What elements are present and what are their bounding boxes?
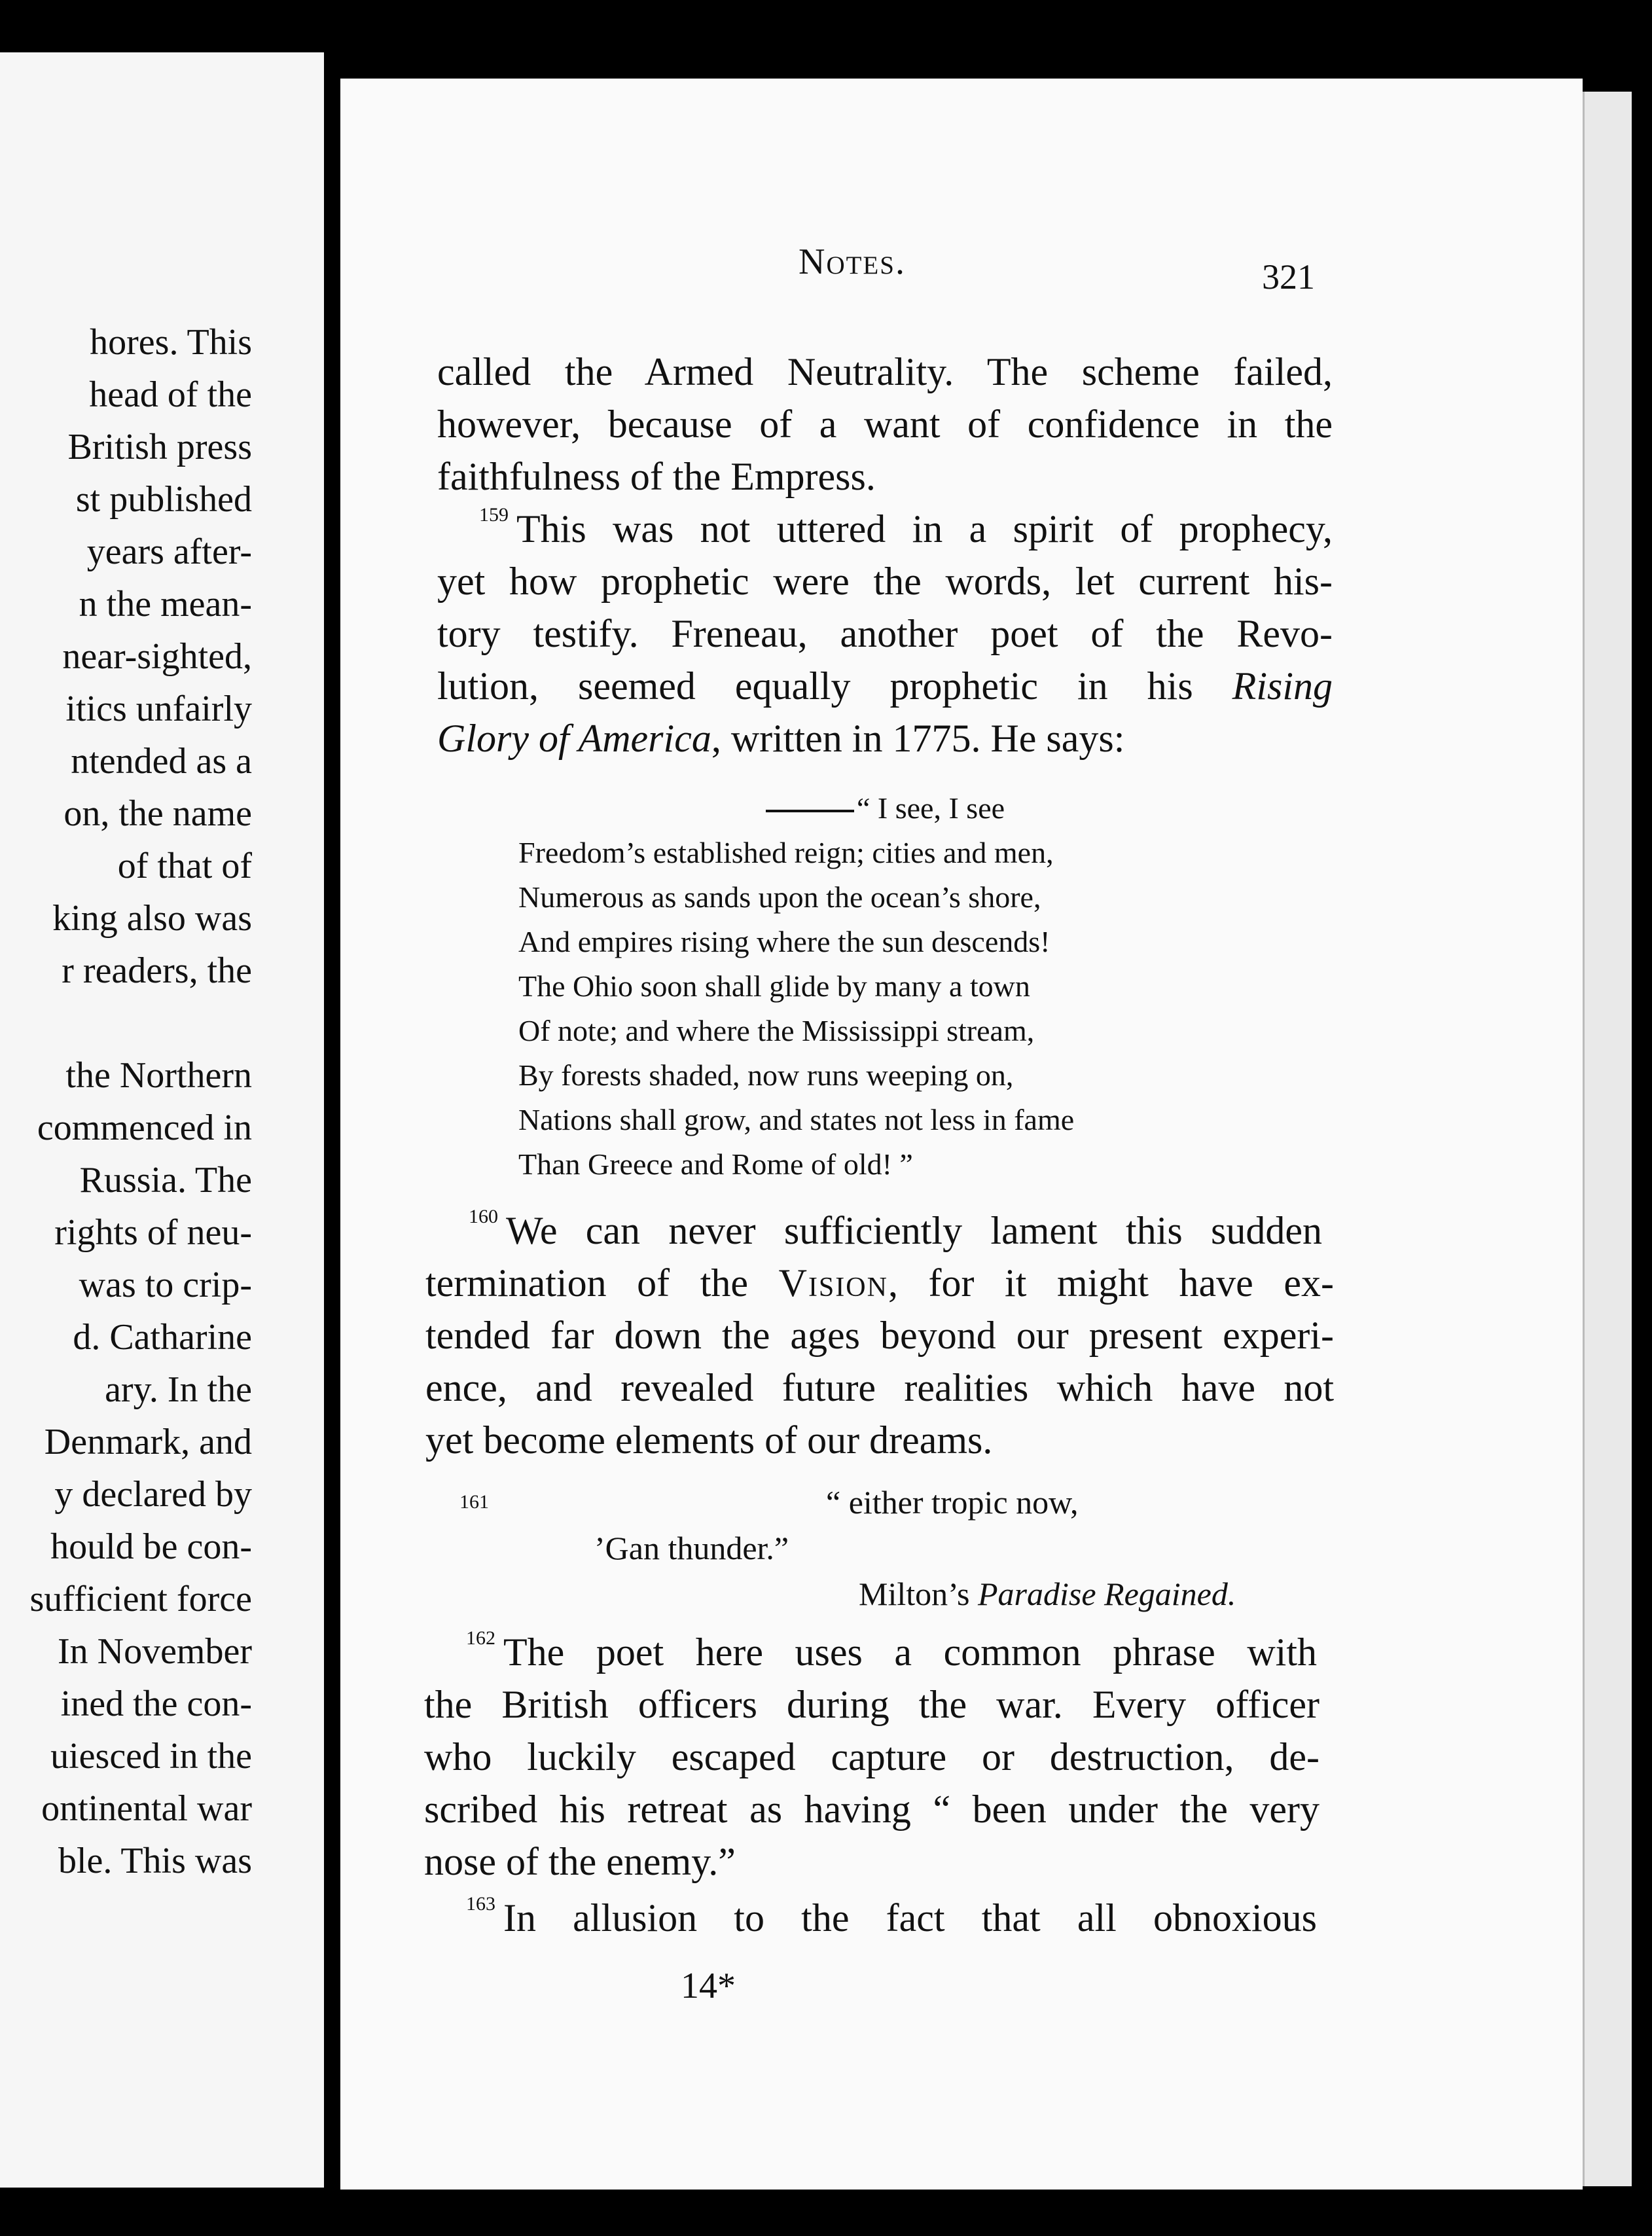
quote-line: ’Gan thunder.” [594,1530,789,1566]
text-line: ence, and revealed future realities which have not [425,1366,1334,1409]
footnote-163-line: $^{163}$ In allusion to the fact that all obnoxious [466,1893,1317,1939]
left-page-line: British press [67,427,252,467]
text-line: lution, seemed equally prophetic in his Rising [437,664,1333,708]
text-line: tory testify. Freneau, another poet of the Revo- [437,612,1333,655]
left-page-line: commenced in [37,1108,252,1148]
verse-line: By forests shaded, now runs weeping on, [518,1058,1014,1092]
text-line: termination of the Vision, for it might have ex- [425,1261,1335,1305]
left-page-line: n the mean- [79,584,252,624]
book-gutter [324,0,340,2236]
verse-line: Than Greece and Rome of old! ” [518,1147,913,1181]
left-page-line: hores. This [90,322,252,363]
text-line: the British officers during the war. Every officer [424,1683,1320,1726]
text-line: scribed his retreat as having “ been under the very [424,1788,1320,1831]
left-page-line: st published [75,479,252,520]
left-page-line: was to crip- [79,1265,252,1305]
note-number: 161 [459,1491,489,1513]
text-line: who luckily escaped capture or destruction, de- [424,1735,1320,1778]
footnote-160-line: $^{160}$ We can never sufficiently lament this sudden [469,1206,1322,1252]
note-number: 163 [466,1893,495,1915]
left-page-line: y declared by [54,1474,252,1515]
left-page-line: In November [57,1631,252,1672]
verse-line: Numerous as sands upon the ocean’s shore, [518,880,1041,914]
left-page-line: Russia. The [79,1160,252,1200]
left-page-line: ble. This was [58,1841,252,1881]
verse-line: The Ohio soon shall glide by many a town [518,969,1030,1003]
work-title: Rising [1232,664,1333,708]
work-title: Glory of America [437,717,711,760]
left-page [0,52,324,2188]
note-number: 159 [479,504,509,526]
text-line: nose of the enemy.” [424,1840,736,1883]
em-rule [766,810,854,812]
text-line: however, because of a want of confidence in the [437,403,1333,446]
running-head: Notes. [799,242,906,282]
verse-line: Nations shall grow, and states not less in fame [518,1103,1075,1136]
left-page-line: years after- [86,532,252,572]
left-page-line: sufficient force [29,1579,252,1619]
signature-mark: 14* [681,1966,736,2006]
verse-line: “ I see, I see [766,793,1005,823]
text-line: tended far down the ages beyond our present experi- [425,1314,1334,1357]
left-page-line: king also was [52,898,252,939]
verse-line: Freedom’s established reign; cities and men, [518,836,1054,869]
left-page-line: ined the con- [60,1684,252,1724]
left-page-line: near-sighted, [62,636,252,677]
verse-line: And empires rising where the sun descends! [518,925,1050,958]
left-page-line: uiesced in the [50,1736,252,1776]
left-page-line: ntended as a [71,741,252,782]
left-page-line: Denmark, and [44,1422,252,1462]
verse-line: Of note; and where the Mississippi stream, [518,1014,1035,1047]
page-number: 321 [1262,257,1315,297]
left-page-line: ary. In the [105,1369,252,1410]
text-line: yet become elements of our dreams. [425,1418,993,1462]
left-page-line: ontinental war [41,1788,252,1829]
left-page-line: itics unfairly [65,689,252,729]
text-line: yet how prophetic were the words, let current his- [437,560,1333,603]
left-page-line: d. Catharine [73,1317,252,1358]
text-line: faithfulness of the Empress. [437,455,876,498]
left-page-line: the Northern [65,1055,252,1096]
left-page-line: on, the name [63,793,252,834]
quote-source: Milton’s Paradise Regained. [859,1576,1236,1612]
note-number: 162 [466,1627,495,1649]
left-page-line: rights of neu- [54,1212,252,1253]
left-page-line: r readers, the [62,950,252,991]
footnote-162-line: $^{162}$ The poet here uses a common phrase with [466,1627,1317,1674]
text-line: Glory of America, written in 1775. He says: [437,717,1125,760]
note-number: 160 [469,1206,498,1227]
page-edge [1583,92,1632,2186]
left-page-line: of that of [117,846,252,886]
footnote-159-line: $^{159}$ This was not uttered in a spirit of prophecy, [479,504,1333,550]
left-page-line: hould be con- [50,1526,252,1567]
left-page-line: head of the [89,374,252,415]
text-line: called the Armed Neutrality. The scheme failed, [437,350,1333,393]
quote-line: “ either tropic now, [826,1484,1079,1521]
